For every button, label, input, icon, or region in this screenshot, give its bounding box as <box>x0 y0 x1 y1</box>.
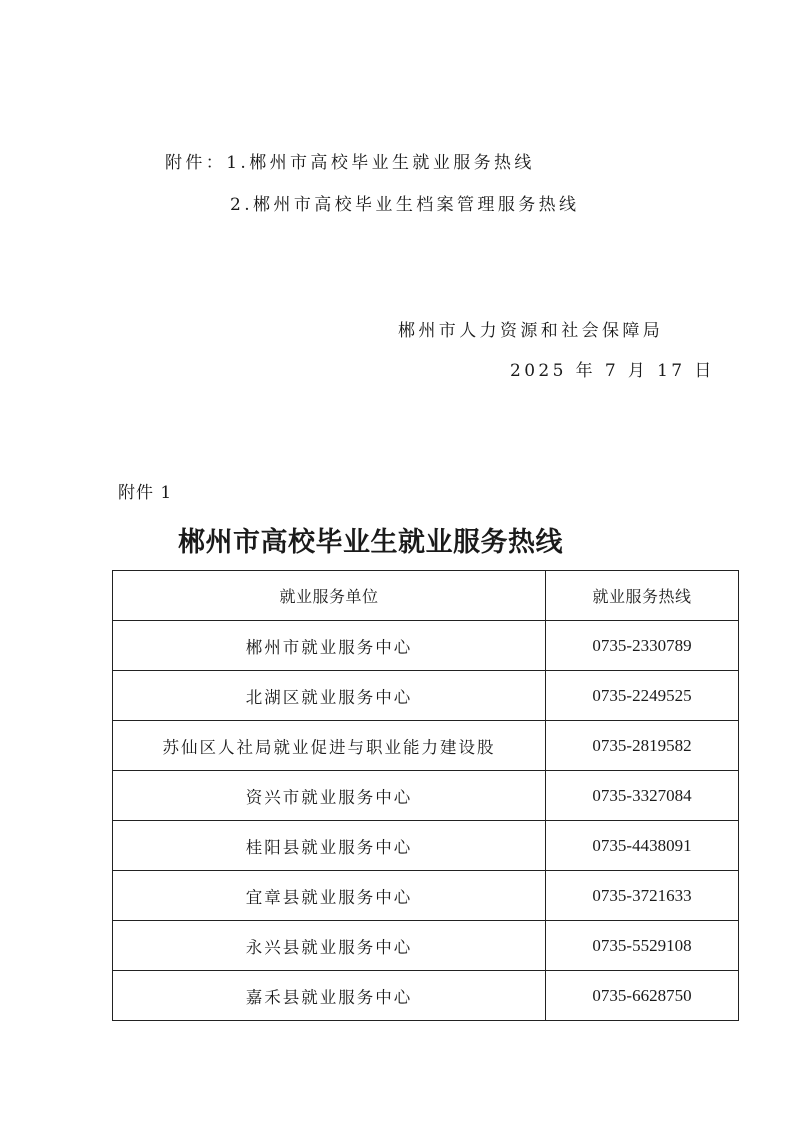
phone-cell: 0735-4438091 <box>546 821 739 871</box>
unit-cell: 永兴县就业服务中心 <box>113 921 546 971</box>
phone-cell: 0735-2330789 <box>546 621 739 671</box>
attachment-list-line-2: 2.郴州市高校毕业生档案管理服务热线 <box>230 195 580 215</box>
unit-cell: 嘉禾县就业服务中心 <box>113 971 546 1021</box>
table-row <box>113 671 739 721</box>
phone-cell: 0735-2819582 <box>546 721 739 771</box>
table-row <box>113 871 739 921</box>
table-header-row <box>113 571 739 621</box>
attachment-label: 附件 1 <box>118 483 173 503</box>
unit-cell: 苏仙区人社局就业促进与职业能力建设股 <box>113 721 546 771</box>
unit-cell: 桂阳县就业服务中心 <box>113 821 546 871</box>
unit-cell: 资兴市就业服务中心 <box>113 771 546 821</box>
hotline-table <box>112 570 739 1021</box>
table-row <box>113 971 739 1021</box>
phone-cell: 0735-3721633 <box>546 871 739 921</box>
unit-cell: 宜章县就业服务中心 <box>113 871 546 921</box>
table-row <box>113 621 739 671</box>
phone-cell: 0735-3327084 <box>546 771 739 821</box>
phone-cell: 0735-6628750 <box>546 971 739 1021</box>
header-phone: 就业服务热线 <box>546 571 739 621</box>
unit-cell: 郴州市就业服务中心 <box>113 621 546 671</box>
issuer-name: 郴州市人力资源和社会保障局 <box>398 321 664 341</box>
unit-cell: 北湖区就业服务中心 <box>113 671 546 721</box>
table-row <box>113 921 739 971</box>
issue-date: 2025 年 7 月 17 日 <box>510 361 715 381</box>
table-row <box>113 821 739 871</box>
phone-cell: 0735-2249525 <box>546 671 739 721</box>
attachment-list-line-1: 附件：1.郴州市高校毕业生就业服务热线 <box>165 153 535 173</box>
phone-cell: 0735-5529108 <box>546 921 739 971</box>
table-row <box>113 771 739 821</box>
table-title: 郴州市高校毕业生就业服务热线 <box>178 527 563 558</box>
header-unit: 就业服务单位 <box>113 571 546 621</box>
table-row <box>113 721 739 771</box>
